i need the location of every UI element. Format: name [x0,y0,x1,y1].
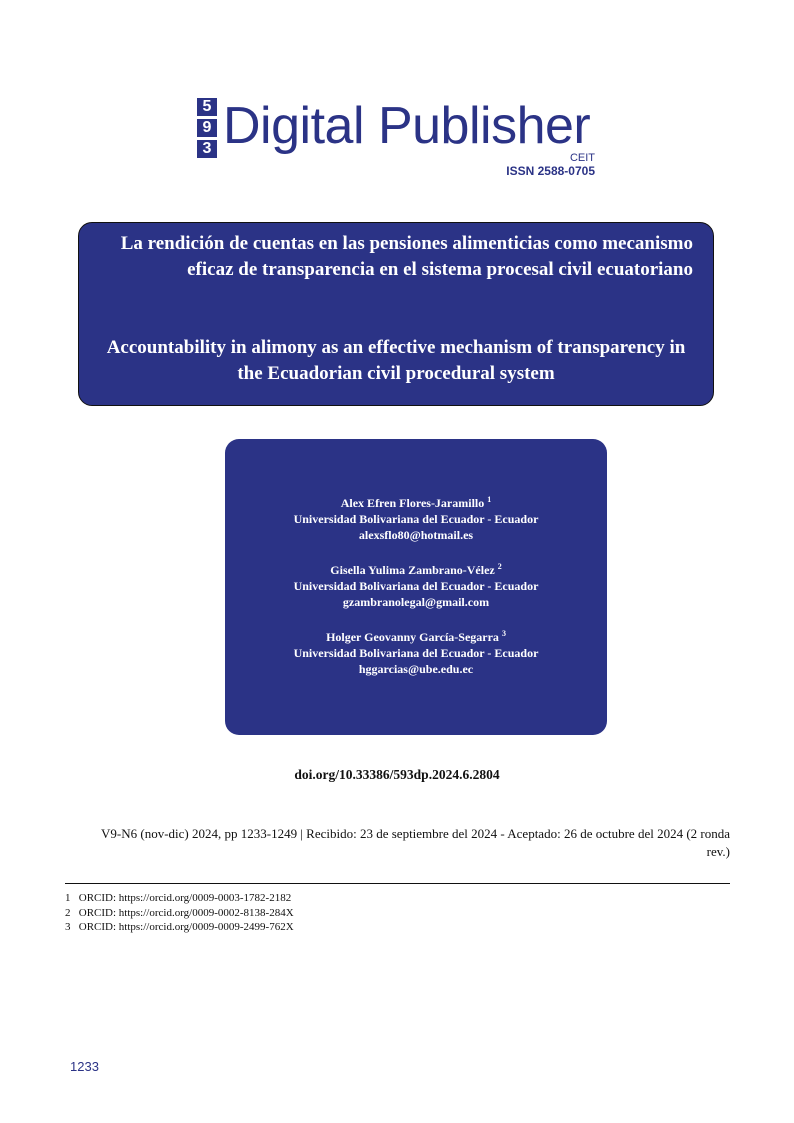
footnote: 1 ORCID: https://orcid.org/0009-0003-1782-2182 [65,892,292,904]
author-affiliation: Universidad Bolivariana del Ecuador - Ecuador [293,579,539,593]
issn: ISSN 2588-0705 [506,164,595,178]
footnote-divider [65,883,730,884]
author-email[interactable]: alexsflo80@hotmail.es [358,528,474,542]
footnote: 2 ORCID: https://orcid.org/0009-0002-8138-284X [65,906,294,919]
publication-meta: V9-N6 (nov-dic) 2024, pp 1233-1249 | Recibido: 23 de septiembre del 2024 - Aceptado: 26 de octubre del 2024 (2 ronda rev.) [101,826,730,859]
title-box [78,222,714,406]
doi-link[interactable]: doi.org/10.33386/593dp.2024.6.2804 [294,767,500,782]
logo-digit-block [197,98,217,161]
logo-digit: 5 [197,98,217,116]
author-block [225,495,607,543]
author-footnote-mark: 2 [497,562,502,571]
title-spanish: La rendición de cuentas en las pensiones alimenticias como mecanismo eficaz de transparencia en el sistema procesal civil ecuatoriano [120,233,693,280]
author-block [225,629,607,677]
orcid-link[interactable]: ORCID: https://orcid.org/0009-0003-1782-2182 [78,892,292,904]
author-affiliation: Universidad Bolivariana del Ecuador - Ecuador [293,512,539,526]
author-block [225,562,607,610]
author-affiliation: Universidad Bolivariana del Ecuador - Ecuador [293,646,539,660]
author-footnote-mark: 1 [487,495,492,504]
title-english: Accountability in alimony as an effective mechanism of transparency in the Ecuadorian civil procedural system [106,337,686,384]
author-footnote-mark: 3 [501,629,506,638]
journal-logo [197,98,617,182]
author-email[interactable]: hggarcias@ube.edu.ec [358,662,474,676]
authors-box [225,439,607,735]
orcid-link[interactable]: ORCID: https://orcid.org/0009-0002-8138-284X [78,906,294,919]
author-name: Gisella Yulima Zambrano-Vélez $^2$ [330,562,502,577]
logo-name: Digital Publisher [223,97,591,155]
author-name: Alex Efren Flores-Jaramillo $^1$ [340,495,492,510]
logo-sub: CEIT [569,152,595,164]
author-name: Holger Geovanny García-Segarra $^3$ [326,629,506,644]
footnote: 3 ORCID: https://orcid.org/0009-0009-2499-762X [65,921,294,933]
author-email[interactable]: gzambranolegal@gmail.com [342,595,490,609]
logo-digit: 3 [197,140,217,158]
footnotes [65,891,294,935]
page-number: 1233 [70,1059,99,1074]
logo-digit: 9 [197,119,217,137]
orcid-link[interactable]: ORCID: https://orcid.org/0009-0009-2499-762X [78,921,294,933]
